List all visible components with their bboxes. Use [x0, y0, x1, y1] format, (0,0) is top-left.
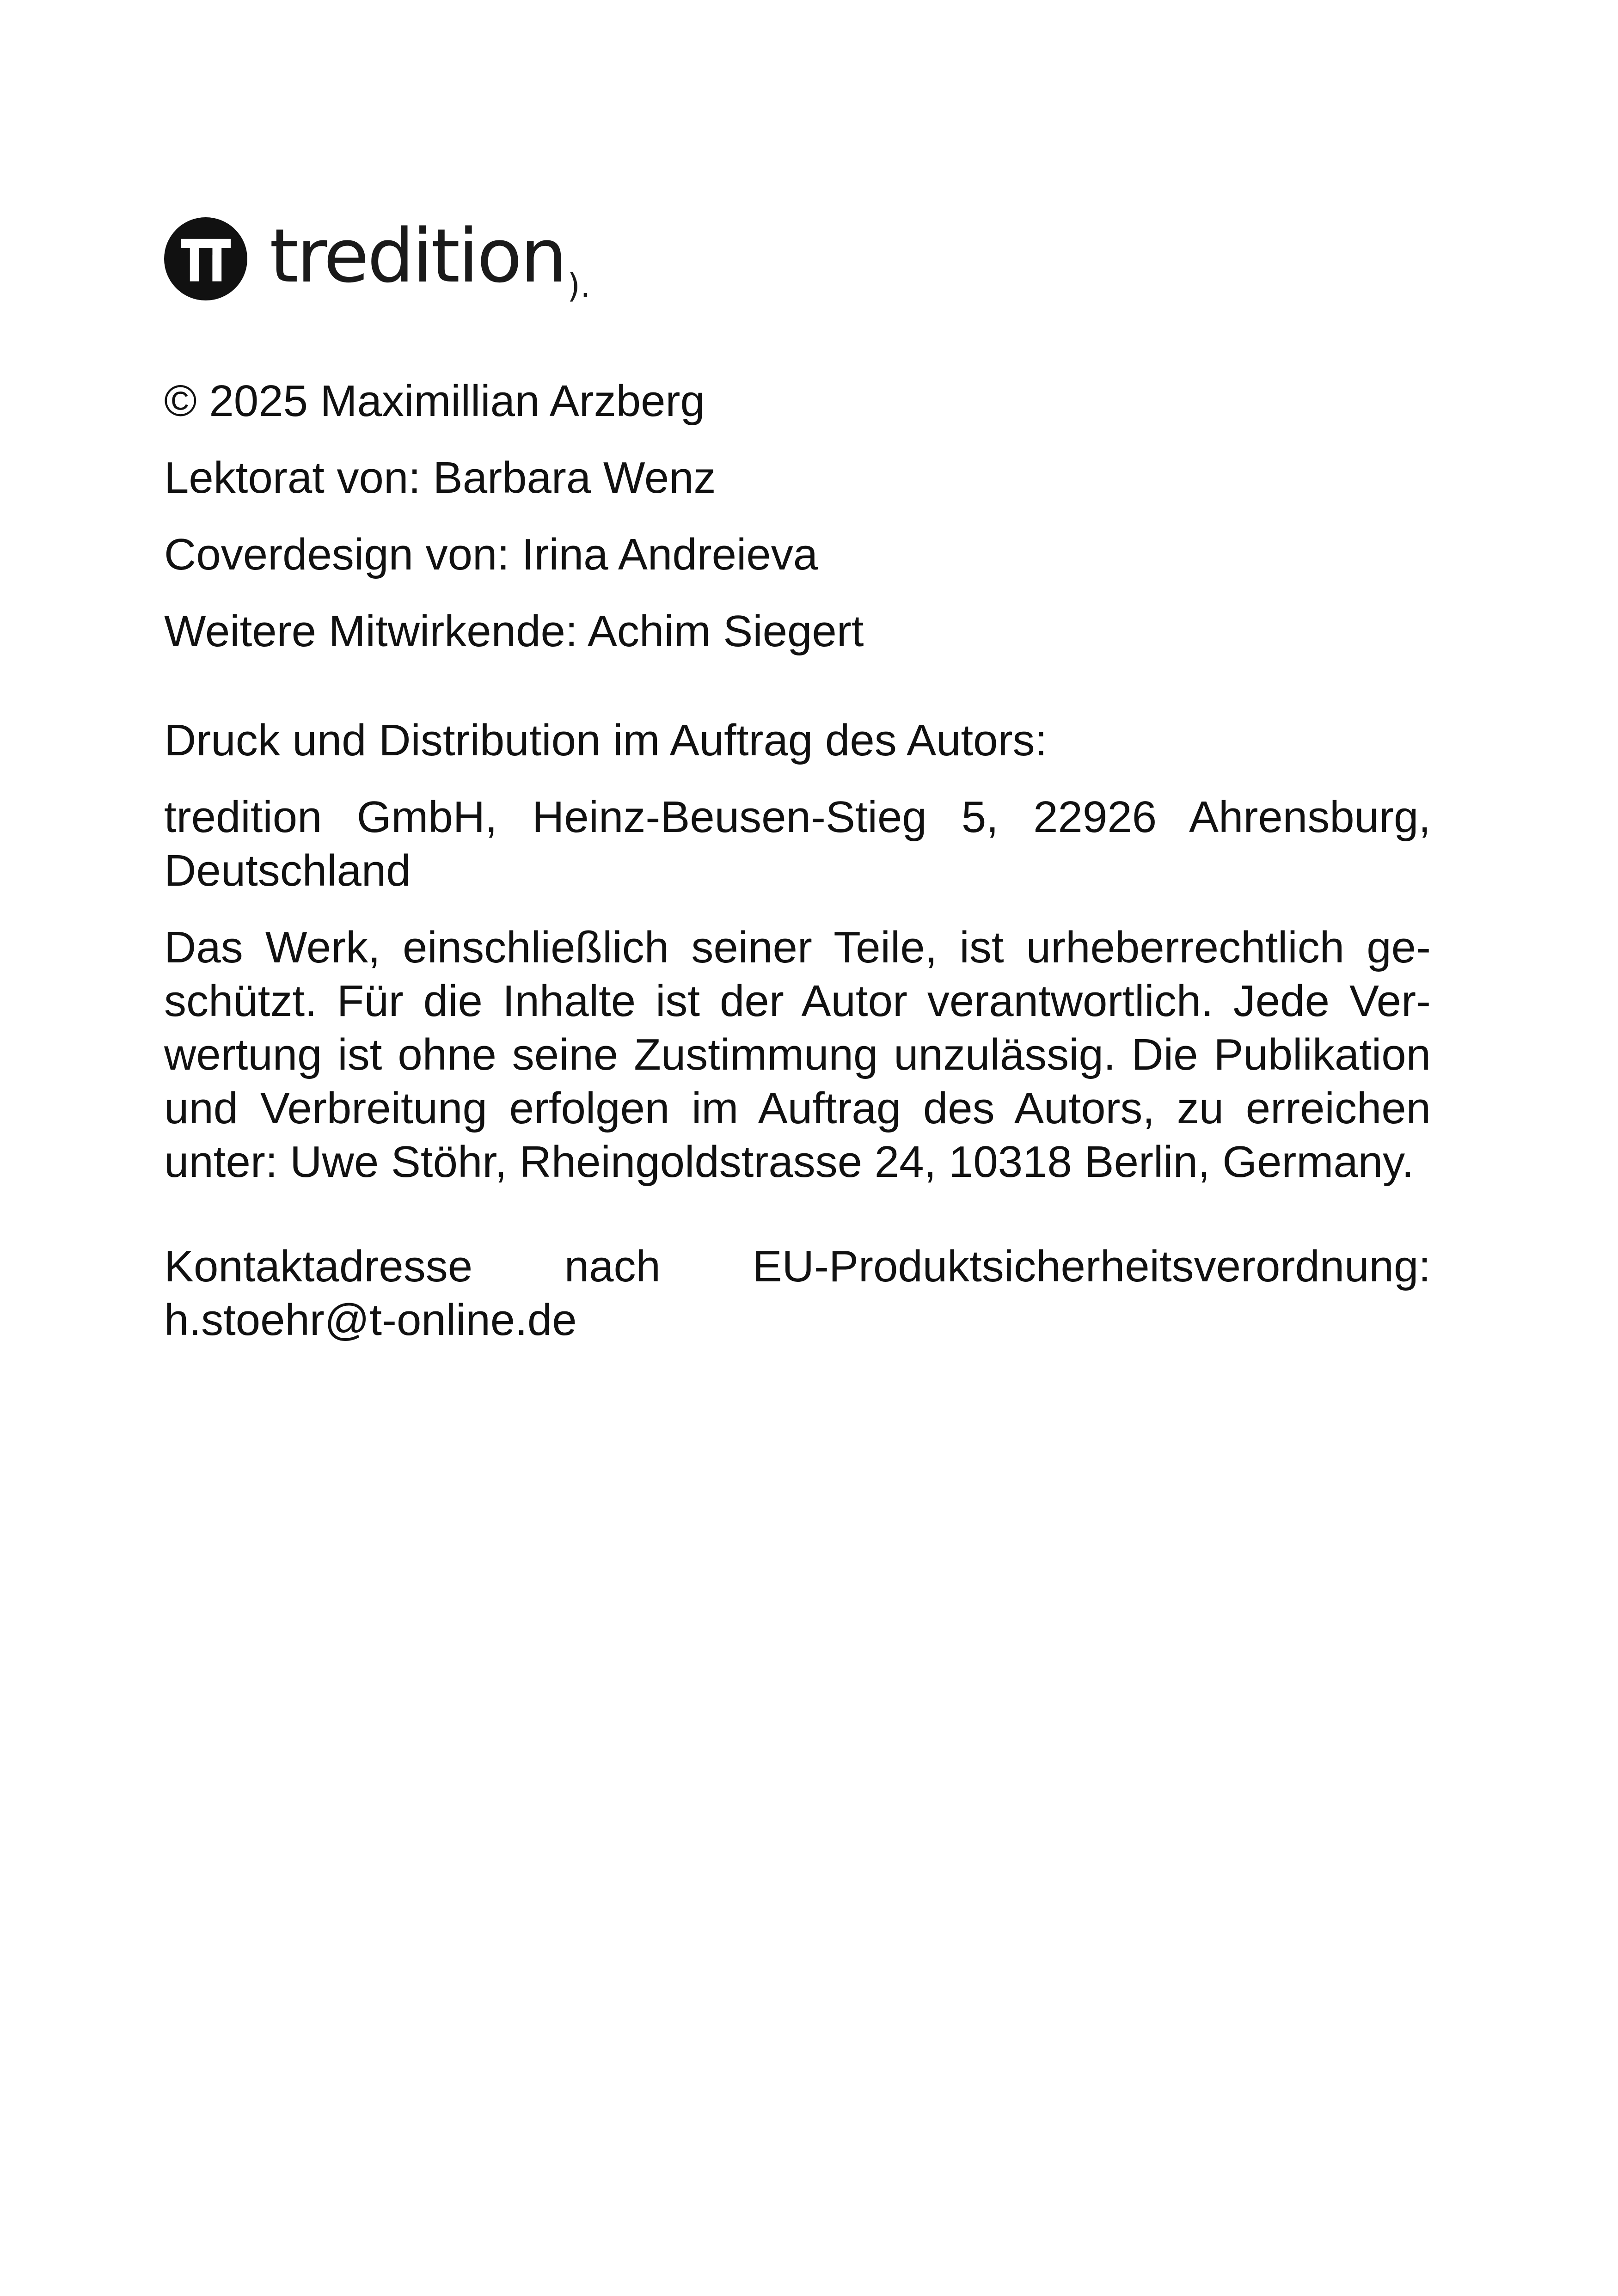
contact-label-part3: EU-Produktsicherheitsverordnung: [752, 1242, 1431, 1291]
copyright-line: © 2025 Maximillian Arzberg [164, 376, 705, 426]
publisher-logo [164, 203, 591, 314]
contact-label-part2: nach [564, 1242, 661, 1291]
logo-wordmark: tredition [270, 213, 565, 299]
section-spacer [164, 681, 1431, 714]
tredition-logo-icon [164, 217, 247, 300]
rights-notice: Das Werk, einschließlich seiner Teile, ist urheberrechtlich geschützt. Für die Inhalte ist der Autor verantwortlich. Jede Verwertung ist ohne seine Zustimmung unzulässig. Die Publikation und Verbreitung erfolgen im Auftrag des Autors, zu erreichen unter: Uwe Stöhr, Rheingoldstrasse 24, 10318 Berlin, Germany. [164, 923, 1431, 1187]
publisher-address [164, 790, 1431, 898]
contributors-credit: Weitere Mitwirkende: Achim Siegert [164, 606, 864, 656]
publisher-address-line: tredition GmbH, Heinz-Beusen-Stieg 5, 22926 Ahrensburg, [164, 792, 1431, 842]
contact-block [164, 1240, 1431, 1347]
editing-credit: Lektorat von: Barbara Wenz [164, 453, 716, 502]
cover-credit: Coverdesign von: Irina Andreieva [164, 530, 818, 579]
contact-label [164, 1240, 1431, 1293]
logo-suffix: ). [567, 266, 591, 305]
publisher-heading: Druck und Distribution im Auftrag des Autors: [164, 716, 1048, 765]
publisher-address-country: Deutschland [164, 846, 411, 895]
contact-label-part1: Kontaktadresse [164, 1242, 473, 1291]
imprint-content [164, 374, 1431, 1347]
contact-email[interactable]: h.stoehr@t-online.de [164, 1295, 577, 1345]
